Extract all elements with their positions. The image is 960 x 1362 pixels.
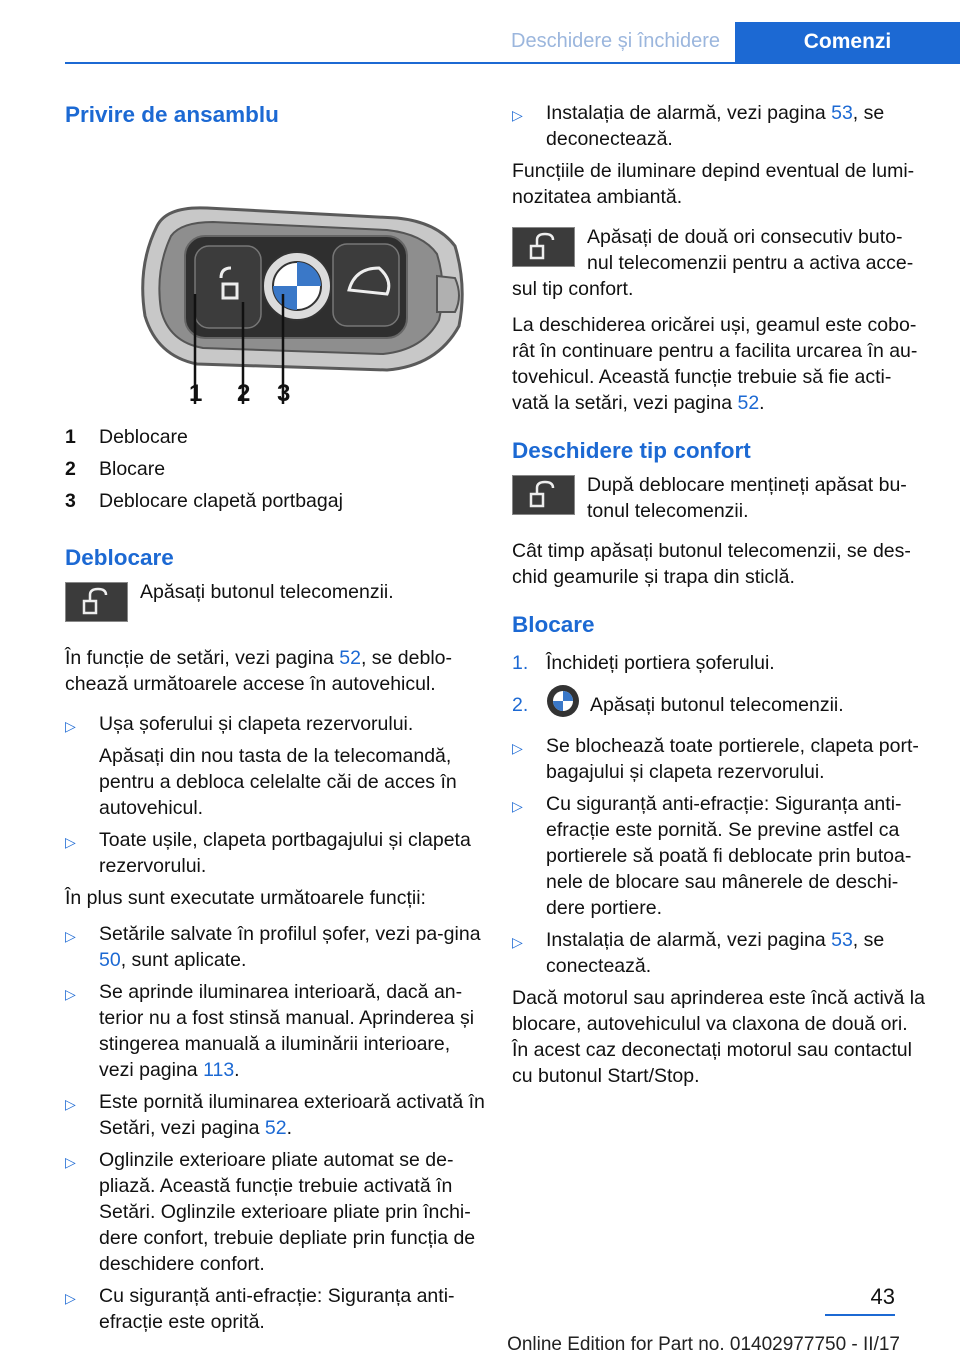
- list-item: ▷ Instalația de alarmă, vezi pagina 53, se deconectează.: [512, 102, 885, 150]
- page-number: 43: [825, 1284, 895, 1316]
- comfort-instruction: După deblocare mențineți apăsat bu‐tonul telecomenzii.: [512, 472, 927, 524]
- legend-item: 2 Blocare: [65, 458, 166, 480]
- list-item: ▷ Oglinzile exterioare pliate automat se de‐pliază. Această funcție trebuie activată în Setări. Oglinzile exterioare pliate prin închi‐dere confort, trebuie depliate prin funcția de deschidere confort.: [65, 1149, 476, 1275]
- page-link[interactable]: 50: [99, 949, 121, 971]
- unlock-button-icon: [65, 582, 128, 622]
- overview-heading: Privire de ansamblu: [65, 102, 279, 127]
- page-link[interactable]: 52: [264, 1117, 287, 1139]
- legend-item: 3 Deblocare clapetă portbagaj: [65, 490, 343, 512]
- remote-key-illustration: [65, 144, 485, 404]
- plus-paragraph: În plus sunt executate următoarele funcții:: [65, 887, 426, 909]
- callout-3: 3: [277, 380, 291, 407]
- list-item: 2. Apăsați butonul telecomenzii.: [512, 684, 927, 725]
- header-bar: [65, 22, 960, 64]
- list-item: ▷ Setările salvate în profilul șofer, vezi pa‐gina 50, sunt aplicate.: [65, 923, 481, 971]
- edition-note: Online Edition for Part no. 01402977750 - II/17: [507, 1334, 900, 1355]
- callout-2: 2: [237, 380, 251, 407]
- page-link[interactable]: 52: [737, 392, 760, 414]
- unlock-heading: Deblocare: [65, 545, 174, 570]
- settings-paragraph: În funcție de setări, vezi pagina 52, se deblo‐chează următoarele accese în autovehicul.: [65, 647, 453, 695]
- unlock-button-icon: [512, 227, 575, 267]
- comfort-paragraph: Cât timp apăsați butonul telecomenzii, se des‐chid geamurile și trapa din sticlă.: [512, 540, 911, 588]
- breadcrumb[interactable]: Deschidere și închidere: [511, 30, 720, 52]
- page-link[interactable]: 53: [831, 102, 853, 124]
- tab-comenzi[interactable]: Comenzi: [735, 22, 960, 62]
- list-item: ▷ Instalația de alarmă, vezi pagina 53, se conectează.: [512, 929, 885, 977]
- final-paragraph: Dacă motorul sau aprinderea este încă activă la blocare, autovehiculul va claxona de două ori. În acest caz deconectați motorul sau contactul cu butonul Start/Stop.: [512, 987, 925, 1087]
- page-footer: [825, 1284, 895, 1316]
- bmw-logo-icon: [546, 684, 580, 725]
- figure-legend: [65, 421, 485, 517]
- list-item: ▷ Toate ușile, clapeta portbagajului și clapeta rezervorului.: [65, 829, 471, 877]
- callout-1: 1: [189, 380, 203, 407]
- comfort-heading: Deschidere tip confort: [512, 438, 751, 463]
- page-link[interactable]: 52: [339, 647, 361, 669]
- page-link[interactable]: 53: [831, 929, 853, 951]
- legend-item: 1 Deblocare: [65, 426, 188, 448]
- comfort-access-instruction: Apăsați de două ori consecutiv buto‐nul telecomenzii pentru a activa acce‐sul tip confort.: [512, 226, 914, 300]
- left-column: [65, 100, 485, 1341]
- list-item: ▷ Se aprinde iluminarea interioară, dacă an‐terior nu a fost stinsă manual. Aprinderea și stingerea manuală a iluminării interioare, vezi pagina 113.: [65, 981, 475, 1081]
- list-item: 1. Închideți portiera șoferului.: [512, 652, 775, 674]
- right-column: [512, 100, 927, 1089]
- list-item: ▷ Cu siguranță anti-efracție: Siguranța anti-efracție este oprită.: [65, 1285, 455, 1333]
- list-item: ▷ Se blochează toate portierele, clapeta port‐bagajului și clapeta rezervorului.: [512, 735, 919, 783]
- unlock-instruction: Apăsați butonul telecomenzii.: [65, 579, 485, 631]
- unlock-button-icon: [512, 475, 575, 515]
- page-link[interactable]: 113: [203, 1059, 235, 1081]
- window-paragraph: La deschiderea oricărei uși, geamul este cobo‐rât în continuare pentru a facilita urcarea în au‐tovehicul. Această funcție trebuie să fie acti‐vată la setări, vezi pagina 52.: [512, 314, 918, 414]
- list-item: ▷ Ușa șoferului și clapeta rezervorului. Apăsați din nou tasta de la telecomandă, pentru a debloca celelalte căi de acces în autovehicul.: [65, 713, 457, 819]
- lock-heading: Blocare: [512, 612, 595, 637]
- lighting-paragraph: Funcțiile de iluminare depind eventual de lumi‐nozitatea ambiantă.: [512, 160, 915, 208]
- list-item: ▷ Cu siguranță anti-efracție: Siguranța anti-efracție este pornită. Se previne astfel ca portierele să poată fi deblocate prin butoa‐nele de blocare sau mânerele de deschi‐dere portiere.: [512, 793, 912, 919]
- list-item: ▷ Este pornită iluminarea exterioară activată în Setări, vezi pagina 52.: [65, 1091, 485, 1139]
